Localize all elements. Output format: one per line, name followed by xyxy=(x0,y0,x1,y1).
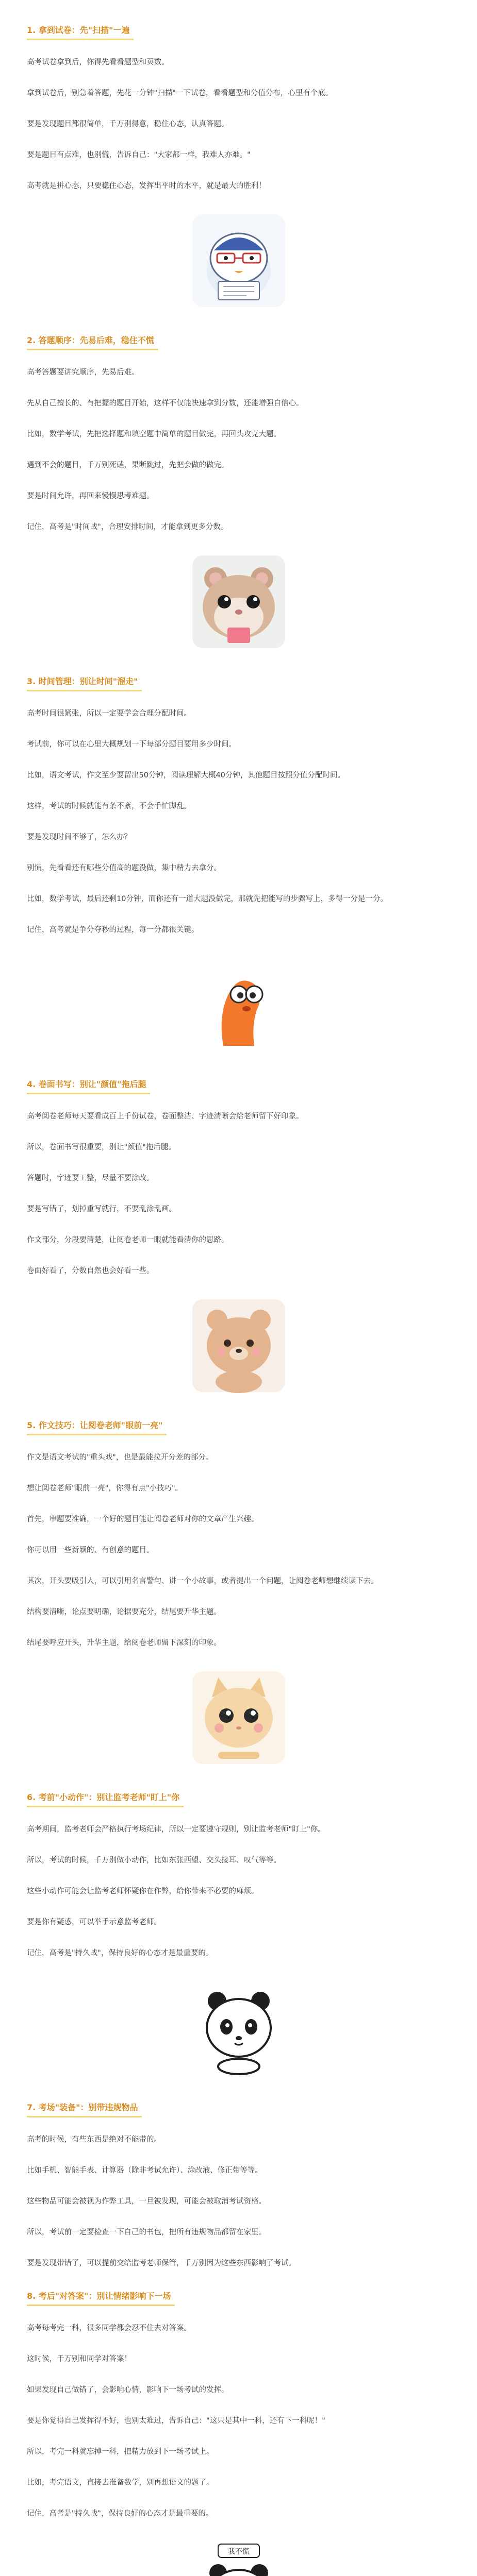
section-heading: 2. 答题顺序：先易后难，稳住不慌 xyxy=(27,331,158,350)
section-4 xyxy=(27,1075,450,1397)
paragraph: 结构要清晰，论点要明确，论据要充分，结尾要升华主题。 xyxy=(27,1608,221,1616)
paragraph: 要是时间允许，再回来慢慢思考难题。 xyxy=(27,492,154,500)
paragraph: 这时候，千万别和同学对答案！ xyxy=(27,2355,131,2363)
paragraph: 这些小动作可能会让监考老师怀疑你在作弊，给你带来不必要的麻烦。 xyxy=(27,1887,259,1895)
sticker-figure xyxy=(27,1294,450,1397)
section-7 xyxy=(27,2098,450,2271)
sticker-figure xyxy=(27,209,450,312)
paragraph: 要是你觉得自己发挥得不好，也别太难过，告诉自己："这只是其中一科，还有下一科呢！" xyxy=(27,2417,325,2425)
paragraph: 高考时间很紧张，所以一定要学会合理分配时间。 xyxy=(27,709,191,718)
paragraph: 拿到试卷后，别急着答题，先花一分钟"扫描"一下试卷，看看题型和分值分布，心里有个底。 xyxy=(27,89,333,97)
paragraph: 记住，高考是"持久战"，保持良好的心态才是最重要的。 xyxy=(27,1949,213,1957)
sticker-caption: 我不慌 xyxy=(227,2548,250,2556)
paragraph: 比如，数学考试，先把选择题和填空题中简单的题目做完，再回头攻克大题。 xyxy=(27,430,281,438)
paragraph: 如果发现自己做错了，会影响心情，影响下一场考试的发挥。 xyxy=(27,2386,229,2394)
panda-bubble-sticker-icon xyxy=(187,2537,290,2576)
penguin-sticker-icon xyxy=(187,209,290,312)
paragraph: 记住，高考是"时间战"，合理安排时间，才能拿到更多分数。 xyxy=(27,523,228,531)
section-6 xyxy=(27,1788,450,2079)
paragraph: 这些物品可能会被视为作弊工具，一旦被发现，可能会被取消考试资格。 xyxy=(27,2197,266,2206)
paragraph: 高考阅卷老师每天要看成百上千份试卷，卷面整洁、字迹清晰会给老师留下好印象。 xyxy=(27,1112,304,1121)
paragraph: 比如，考完语文，直接去准备数学，别再想语文的题了。 xyxy=(27,2479,214,2487)
paragraph: 比如手机、智能手表、计算器（除非考试允许）、涂改液、修正带等等。 xyxy=(27,2166,262,2175)
bear-sticker-icon xyxy=(187,1294,290,1397)
hamster-sticker-icon xyxy=(187,550,290,653)
section-heading: 4. 卷面书写：别让"颜值"拖后腿 xyxy=(27,1075,150,1094)
paragraph: 考试前，你可以在心里大概规划一下每部分题目要用多少时间。 xyxy=(27,740,236,749)
section-5 xyxy=(27,1416,450,1769)
paragraph: 高考答题要讲究顺序，先易后难。 xyxy=(27,368,139,377)
section-heading: 6. 考前"小动作"：别让监考老师"盯上"你 xyxy=(27,1788,184,1807)
paragraph: 要是题目有点难，也别慌，告诉自己："大家都一样，我难人亦难。" xyxy=(27,151,251,159)
section-3 xyxy=(27,672,450,1056)
paragraph: 高考的时候，有些东西是绝对不能带的。 xyxy=(27,2136,161,2144)
sticker-figure xyxy=(27,1666,450,1769)
paragraph: 高考期间，监考老师会严格执行考场纪律，所以一定要遵守规则，别让监考老师"盯上"你。 xyxy=(27,1825,325,1834)
cat-sticker-icon xyxy=(187,1666,290,1769)
paragraph: 别慌，先看看还有哪些分值高的题没做，集中精力去拿分。 xyxy=(27,864,221,872)
section-8 xyxy=(27,2286,450,2576)
paragraph: 作文部分，分段要清楚，让阅卷老师一眼就能看清你的思路。 xyxy=(27,1236,229,1244)
paragraph: 要是发现带错了，可以提前交给监考老师保管，千万别因为这些东西影响了考试。 xyxy=(27,2259,296,2267)
paragraph: 记住，高考就是争分夺秒的过程，每一分都很关键。 xyxy=(27,926,199,934)
sticker-figure xyxy=(27,2537,450,2576)
paragraph: 其次，开头要吸引人，可以引用名言警句、讲一个小故事，或者提出一个问题，让阅卷老师想继续读下去。 xyxy=(27,1577,379,1585)
paragraph: 所以，卷面书写很重要，别让"颜值"拖后腿。 xyxy=(27,1143,176,1151)
paragraph: 想让阅卷老师"眼前一亮"，你得有点"小技巧"。 xyxy=(27,1484,183,1493)
paragraph: 高考试卷拿到后，你得先看看题型和页数。 xyxy=(27,58,169,66)
paragraph: 作文是语文考试的"重头戏"，也是最能拉开分差的部分。 xyxy=(27,1453,213,1462)
paragraph: 先从自己擅长的、有把握的题目开始，这样不仅能快速拿到分数，还能增强自信心。 xyxy=(27,399,304,408)
paragraph: 所以，考完一科就忘掉一科，把精力放到下一场考试上。 xyxy=(27,2448,214,2456)
paragraph: 所以，考试前一定要检查一下自己的书包，把所有违规物品都留在家里。 xyxy=(27,2228,266,2236)
paragraph: 比如，数学考试，最后还剩10分钟，而你还有一道大题没做完，那就先把能写的步骤写上，多得一分是一分。 xyxy=(27,895,388,903)
section-heading: 7. 考场"装备"：别带违规物品 xyxy=(27,2098,142,2117)
sticker-figure xyxy=(27,550,450,653)
paragraph: 记住，高考是"持久战"，保持良好的心态才是最重要的。 xyxy=(27,2510,213,2518)
paragraph: 高考每考完一科，很多同学都会忍不住去对答案。 xyxy=(27,2324,191,2332)
panda-sticker-icon xyxy=(187,1976,290,2079)
paragraph: 结尾要呼应开头，升华主题，给阅卷老师留下深刻的印象。 xyxy=(27,1639,221,1647)
section-1 xyxy=(27,21,450,312)
paragraph: 卷面好看了，分数自然也会好看一些。 xyxy=(27,1267,154,1275)
section-heading: 3. 时间管理：别让时间"溜走" xyxy=(27,672,142,691)
paragraph: 遇到不会的题目，千万别死磕，果断跳过，先把会做的做完。 xyxy=(27,461,229,469)
section-2 xyxy=(27,331,450,653)
sticker-figure xyxy=(27,953,450,1056)
paragraph: 这样，考试的时候就能有条不紊，不会手忙脚乱。 xyxy=(27,802,191,810)
worm-sticker-icon xyxy=(187,953,290,1056)
paragraph: 要是你有疑惑，可以举手示意监考老师。 xyxy=(27,1918,161,1926)
paragraph: 比如，语文考试，作文至少要留出50分钟，阅读理解大概40分钟，其他题目按照分值分配时间。 xyxy=(27,771,345,779)
paragraph: 要是写错了，划掉重写就行，不要乱涂乱画。 xyxy=(27,1205,176,1213)
paragraph: 要是发现时间不够了，怎么办？ xyxy=(27,833,131,841)
sticker-figure xyxy=(27,1976,450,2079)
section-heading: 5. 作文技巧：让阅卷老师"眼前一亮" xyxy=(27,1416,167,1435)
paragraph: 所以，考试的时候，千万别做小动作，比如东张西望、交头接耳、叹气等等。 xyxy=(27,1856,281,1865)
section-heading: 1. 拿到试卷：先"扫描"一遍 xyxy=(27,21,134,40)
paragraph: 高考就是拼心态，只要稳住心态，发挥出平时的水平，就是最大的胜利！ xyxy=(27,182,266,190)
paragraph: 要是发现题目都很简单，千万别得意，稳住心态，认真答题。 xyxy=(27,120,229,128)
section-heading: 8. 考后"对答案"：别让情绪影响下一场 xyxy=(27,2286,175,2306)
paragraph: 答题时，字迹要工整，尽量不要涂改。 xyxy=(27,1174,154,1182)
paragraph: 你可以用一些新颖的、有创意的题目。 xyxy=(27,1546,154,1554)
paragraph: 首先，审题要准确，一个好的题目能让阅卷老师对你的文章产生兴趣。 xyxy=(27,1515,259,1523)
